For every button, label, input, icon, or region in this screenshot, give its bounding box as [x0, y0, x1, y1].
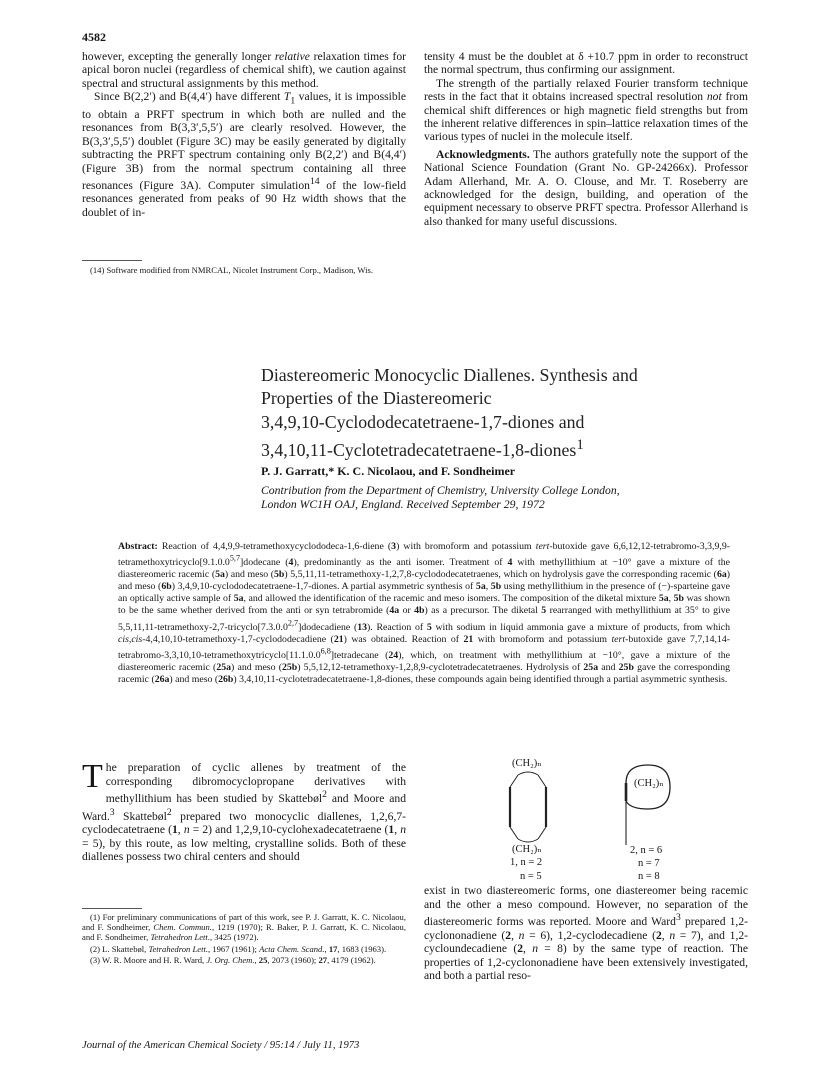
- paragraph: however, excepting the generally longer relative relaxation times for apical boron nuclei (regardless of chemical shift), we caution against spectral and structural assignments by this method.: [82, 50, 406, 90]
- continued-paragraph: exist in two diastereomeric forms, one diastereomer being racemic and the other a meso compound. However, no separation of the diastereomeric forms was reported. Moore and Ward$^3$ prepared 1,2-cyclononadiene (2, n = 6), 1,2-cyclodecadiene (2, n = 7), and 1,2-cycloundecadiene (2, n = 8) by the same type of reaction. The properties of 1,2-cyclononadiene have been extensively investigated, and both a partial reso-: [424, 884, 749, 983]
- title-line: 3,4,9,10-Cyclododecatetraene-1,7-diones and: [261, 411, 585, 432]
- footnote-14: [82, 265, 406, 276]
- structure-2-drawing: [608, 761, 688, 851]
- footnotes: [82, 912, 406, 966]
- paragraph: tensity 4 must be the doublet at δ +10.7 ppm in order to reconstruct the normal spectrum, thus confirming our assignment.: [424, 50, 748, 77]
- structure-2-label: (CH₂)ₙ: [634, 778, 664, 789]
- article-title: [261, 364, 638, 463]
- title-line: Properties of the Diastereomeric: [261, 388, 492, 409]
- footnote-rule: [82, 908, 142, 909]
- top-right-column: [424, 50, 748, 228]
- affiliation-line: London WC1H OAJ, England. Received September 29, 1972: [261, 498, 545, 511]
- acknowledgments: Acknowledgments. The authors gratefully note the support of the National Science Foundation (Grant No. GP-24266x). Professor Adam Allerhand, Mr. A. O. Clouse, and Mr. T. Roseberry are acknowledged for the design, building, and operation of the equipment necessary to observe PRFT spectra. Professor Allerhand is also thanked for many useful discussions.: [424, 147, 748, 228]
- structure-2-caption: 2, n = 6: [630, 845, 663, 856]
- paragraph: Since B(2,2′) and B(4,4′) have different $T_1$ values, it is impossible to obtain a PRFT spectrum in which both are nulled and the resonances from B(3,3′,5,5′) are clearly resolved. However, the B(3,3′,5,5′) doublet (Figure 3C) may be easily generated by digitally subtracting the PRFT spectrum containing only B(2,2′) and B(4,4′) (Figure 3B) from the normal spectrum containing all three resonances (Figure 3A). Computer simulation$^{14}$ of the low-field resonances generated from peaks of 90 Hz width shows that the doublet of in-: [82, 90, 406, 219]
- structure-1-caption: 1, n = 2: [510, 857, 543, 868]
- intro-paragraph: he preparation of cyclic allenes by treatment of the corresponding dibromocyclopropane derivatives with methyllithium has been studied by Skattebøl$^2$ and Moore and Ward.$^3$ Skattebøl$^2$ prepared two monocyclic diallenes, 1,2,6,7-cyclodecatetraene (1, n = 2) and 1,2,9,10-cyclohexadecatetraene (1, n = 5), by this route, as low melting, crystalline solids. Both of these diallenes possess two chiral centers and should: [82, 761, 407, 864]
- body-right-column: [424, 884, 748, 983]
- drop-cap: T: [82, 758, 103, 795]
- paragraph: The strength of the partially relaxed Fourier transform technique rests in the fact that it obtains increased spectral resolution not from chemical shift differences or high magnetic field strengths but from the inherent relative differences in spin–lattice relaxation times of the various types of nuclei in the molecule itself.: [424, 76, 748, 144]
- abstract-label: Abstract:: [118, 541, 158, 552]
- structure-1-top-label: (CH₂)ₙ: [512, 758, 542, 769]
- journal-footer: Journal of the American Chemical Society / 95:14 / July 11, 1973: [82, 1040, 360, 1051]
- affiliation-line: Contribution from the Department of Chemistry, University College London,: [261, 484, 620, 497]
- abstract: [118, 541, 730, 686]
- title-line: Diastereomeric Monocyclic Diallenes. Synthesis and: [261, 365, 638, 385]
- structure-2-caption: n = 8: [638, 871, 660, 882]
- page-number: 4582: [82, 30, 106, 44]
- top-left-column: [82, 50, 406, 219]
- footnote-rule: [82, 260, 142, 261]
- structure-1-drawing: [498, 767, 558, 847]
- footnote-text: (14) Software modified from NMRCAL, Nicolet Instrument Corp., Madison, Wis.: [90, 265, 374, 275]
- title-line: 3,4,10,11-Cyclotetradecatetraene-1,8-diones$^1$: [261, 437, 584, 461]
- footnote-1: (1) For preliminary communications of part of this work, see P. J. Garratt, K. C. Nicolaou, and F. Sondheimer, Chem. Commun., 1219 (1970); R. Baker, P. J. Garratt, K. C. Nicolaou, and F. Sondheimer, Tetrahedron Lett., 3425 (1972).: [82, 912, 407, 943]
- structure-2-caption: n = 7: [638, 858, 660, 869]
- abstract-text: Reaction of 4,4,9,9-tetramethoxycyclododeca-1,6-diene (3) with bromoform and potassium tert-butoxide gave 6,6,12,12-tetrabromo-3,3,9,9-tetramethoxytricyclo[9.1.0.0$^{5,7}$]dodecane (4), predominantly as the anti isomer. Treatment of 4 with methyllithium at −10° gave a mixture of the diastereomeric racemic (5a) and meso (5b) 5,5,11,11-tetramethoxy-1,2,7,8-cyclododecatetraenes, which on hydrolysis gave the corresponding racemic (6a) and meso (6b) 3,4,9,10-cyclododecatetraene-1,7-diones. A partial asymmetric synthesis of 5a, 5b using methyllithium in the presence of (−)-sparteine gave an optically active sample of 5a, and allowed the identification of the racemic and meso isomers. The composition of the diketal mixture 5a, 5b was shown to be the same whether derived from the anti or syn tetrabromide (4a or 4b) as a precursor. The diketal 5 rearranged with methyllithium at 35° to give 5,5,11,11-tetramethoxy-2,7-tricyclo[7.3.0.0$^{2,7}$]dodecadiene (13). Reaction of 5 with sodium in liquid ammonia gave a mixture of products, from which cis,cis-4,4,10,10-tetramethoxy-1,7-cyclododecadiene (21) was obtained. Reaction of 21 with bromoform and potassium tert-butoxide gave 7,7,14,14-tetrabromo-3,3,10,10-tetramethoxytricyclo[11.1.0.0$^{6,8}$]tetradecane (24), which, on treatment with methyllithium at −10°, gave a mixture of the diastereomeric racemic (25a) and meso (25b) 5,5,12,12-tetramethoxy-1,2,8,9-cyclotetradecatetraenes. Hydrolysis of 25a and 25b gave the corresponding racemic (26a) and meso (26b) 3,4,10,11-cyclotetradecatetraene-1,8-diones, these compounds again being identified through a partial asymmetric synthesis.: [118, 541, 731, 685]
- structure-1-bottom-label: (CH₂)ₙ: [512, 844, 542, 855]
- affiliation: [261, 484, 620, 512]
- structure-2: [608, 757, 688, 882]
- structure-1-caption: n = 5: [520, 871, 542, 882]
- authors: P. J. Garratt,* K. C. Nicolaou, and F. Sondheimer: [261, 464, 516, 478]
- footnote-2: (2) L. Skattebøl, Tetrahedron Lett., 1967 (1961); Acta Chem. Scand., 17, 1683 (1963).: [90, 943, 387, 954]
- structure-1: [498, 757, 558, 882]
- body-left-column: [82, 758, 407, 864]
- footnote-3: (3) W. R. Moore and H. R. Ward, J. Org. Chem., 25, 2073 (1960); 27, 4179 (1962).: [90, 954, 376, 965]
